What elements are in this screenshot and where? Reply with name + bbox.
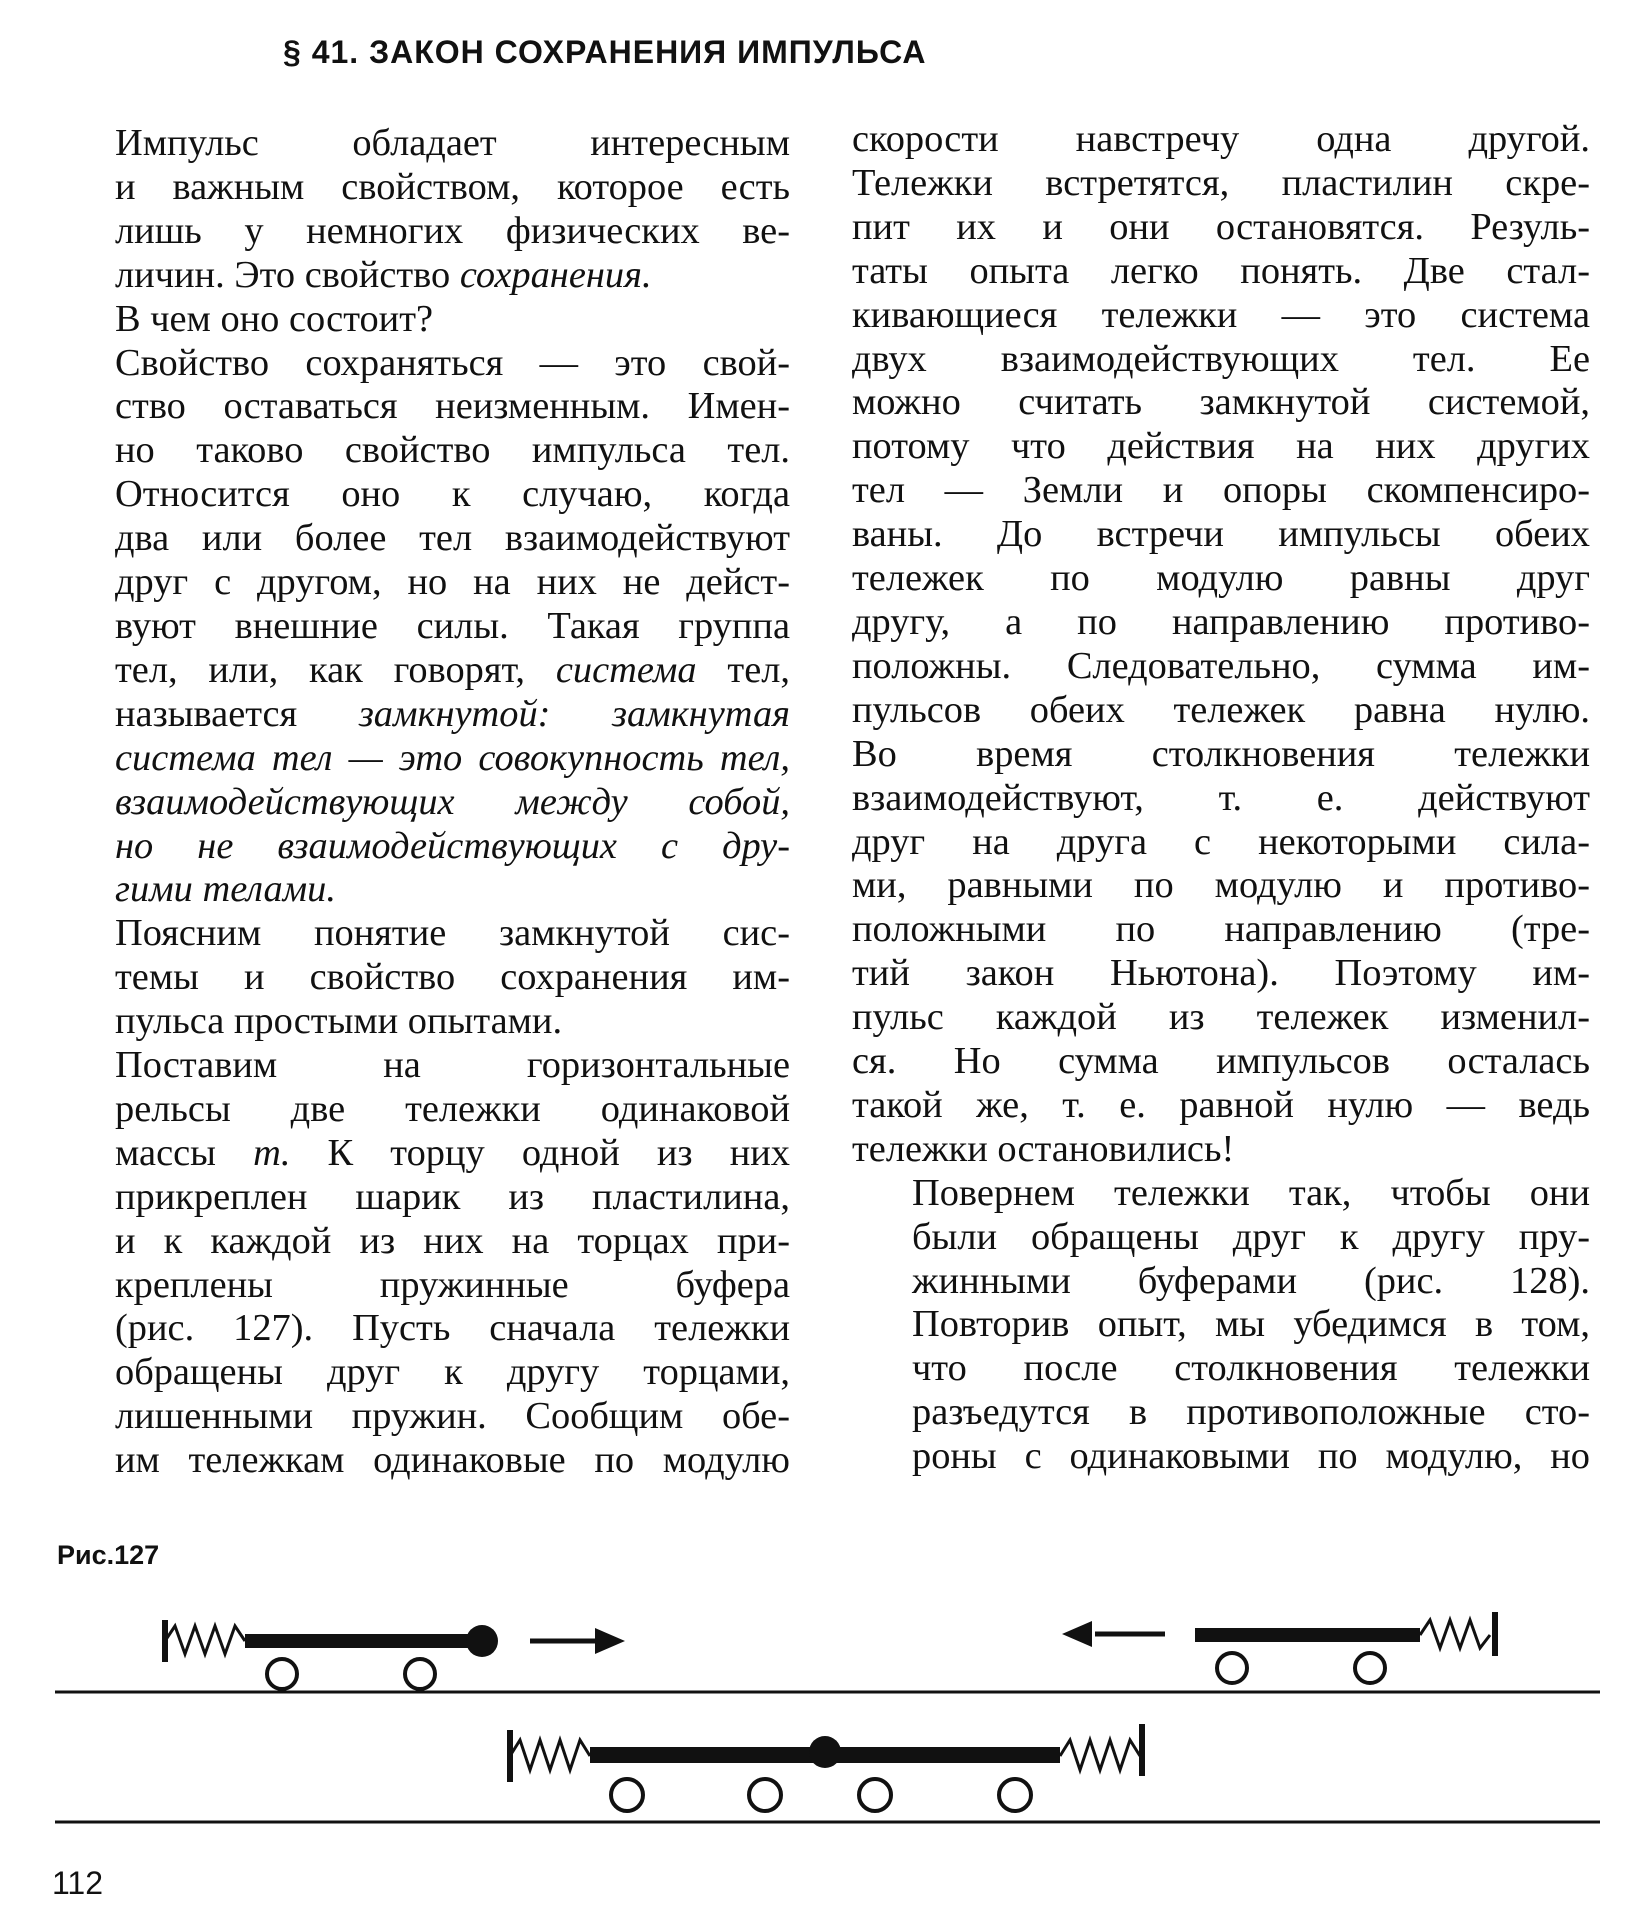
- wheel: [749, 1779, 781, 1811]
- arrow-right-icon: [530, 1628, 625, 1654]
- paragraph-7: Повернем тележки так, чтобы они были обращены друг к другу пру- жинными буферами (рис. 128). Повторив опыт, мы убедимся в том, что после столкновения тележки разъедутся в противоположные сто- роны с одинаковыми по модулю, но: [912, 1171, 1590, 1478]
- wheel: [1355, 1653, 1385, 1683]
- right-column: [852, 118, 1590, 1479]
- paragraph-5: Поставим на горизонтальные рельсы две тележки одинаковой массы m. К торцу одной из них прикреплен шарик из пластилина, и к каждой из них на торцах при- креплены пружинные буфера (рис. 127). Пусть сначала тележки обращены друг к другу торцами, лишенными пружин. Сообщим обе- им тележкам одинаковые по модулю: [115, 1044, 791, 1482]
- italic-term: система: [555, 648, 697, 691]
- wheel: [999, 1779, 1031, 1811]
- section-heading: § 41. ЗАКОН СОХРАНЕНИЯ ИМПУЛЬСА: [283, 34, 927, 70]
- cart-left-top: [165, 1620, 498, 1689]
- carts-coupled: [510, 1724, 1142, 1811]
- figure-caption: Рис.127: [57, 1540, 160, 1570]
- page-number: 112: [52, 1865, 104, 1901]
- wheel: [267, 1659, 297, 1689]
- paragraph-6: скорости навстречу одна другой. Тележки встретятся, пластилин скре- пит их и они остановятся. Резуль- таты опыта легко понять. Две стал- кивающиеся тележки — это система двух взаимодействующих тел. Ее можно считать замкнутой системой, потому что действия на них других тел — Земли и опоры скомпенсиро- ваны. До встречи импульсы обеих тележек по модулю равны друг другу, а по направлению противо- положны. Следовательно, сумма им- пульсов обеих тележек равна нулю. Во время столкновения тележки взаимодействуют, т. е. действуют друг на друга с некоторыми сила- ми, равными по модулю и противо- положными по направлению (тре- тий закон Ньютона). Поэтому им- пульс каждой из тележек изменил- ся. Но сумма импульсов осталась такой же, т. е. равной нулю — ведь тележки остановились!: [852, 118, 1590, 1170]
- italic-term: замкнутой: замкнутая: [358, 692, 790, 735]
- wheel: [611, 1779, 643, 1811]
- arrow-left-icon: [1062, 1621, 1165, 1647]
- plasticine-ball: [466, 1625, 498, 1657]
- definition-line: взаимодействующих между собой,: [115, 780, 790, 823]
- paragraph-3: Свойство сохраняться — это свой- ство оставаться неизменным. Имен- но таково свойство импульса тел. Относится оно к случаю, когда два или более тел взаимодействуют друг с другом, но на них не дейст- вуют внешние силы. Такая группа тел, или, как говорят, система тел, называется замкнутой: замкнутая система тел — это совокупность тел, взаимодействующих между собой, но не взаимодействующих с дру- гими телами.: [55, 342, 790, 913]
- definition-line: система тел — это совокупность тел,: [115, 736, 790, 779]
- cart-right-top: [1195, 1612, 1495, 1683]
- wheel: [859, 1779, 891, 1811]
- definition-line: гими телами.: [115, 868, 336, 911]
- paragraph-1: Импульс обладает интересным и важным свойством, которое есть лишь у немногих физических ве- личин. Это свойство сохранения.: [115, 122, 790, 296]
- wheel: [405, 1659, 435, 1689]
- mass-symbol: m.: [253, 1131, 291, 1174]
- figure-127-carts-diagram: [0, 1590, 1637, 1850]
- paragraph-4: Поясним понятие замкнутой сис- темы и свойство сохранения им- пульса простыми опытами.: [115, 912, 790, 1043]
- left-column: [55, 122, 790, 1483]
- italic-term: сохранения.: [459, 253, 652, 296]
- definition-line: но не взаимодействующих с дру-: [115, 824, 790, 867]
- paragraph-2: В чем оно состоит?: [115, 297, 434, 340]
- wheel: [1217, 1653, 1247, 1683]
